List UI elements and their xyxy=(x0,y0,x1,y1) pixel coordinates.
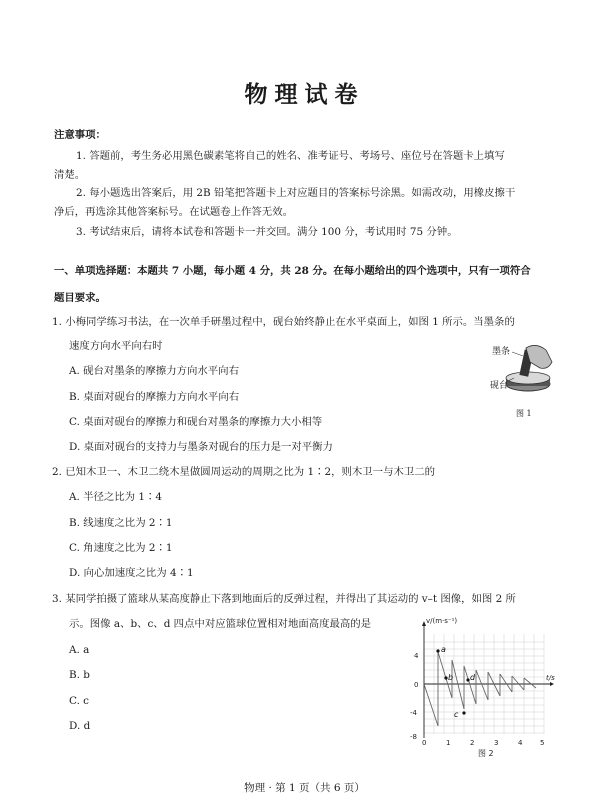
q1-option-b: B. 桌面对砚台的摩擦力方向水平向右 xyxy=(69,391,240,403)
q2-option-b: B. 线速度之比为 2∶1 xyxy=(69,517,173,529)
notice-line: 3. 考试结束后，请将本试卷和答题卡一并交回。满分 100 分，考试用时 75 分钟。 xyxy=(76,226,458,238)
figure-2-xlabel: t/s xyxy=(546,674,555,682)
figure-2-point-a: a xyxy=(441,645,446,654)
figure-2-xtick: 4 xyxy=(518,739,523,747)
q2-stem: 2. 已知木卫一、木卫二绕木星做圆周运动的周期之比为 1∶2，则木卫一与木卫二的 xyxy=(52,466,436,478)
q2-option-a: A. 半径之比为 1∶4 xyxy=(69,491,162,503)
notice-line: 净后，再选涂其他答案标号。在试题卷上作答无效。 xyxy=(54,206,293,218)
q3-stem: 3. 某同学拍摄了篮球从某高度静止下落到地面后的反弹过程，并得出了其运动的 v–t 图像，如图 2 所 xyxy=(52,593,516,605)
notice-line: 2. 每小题选出答案后，用 2B 铅笔把答题卡上对应题目的答案标号涂黑。如需改动，用橡皮擦干 xyxy=(76,187,516,199)
q3-option-c: C. c xyxy=(69,695,90,707)
figure-2-point-c: c xyxy=(454,710,459,719)
notice-line: 1. 答题前，考生务必用黑色碳素笔将自己的姓名、准考证号、考场号、座位号在答题卡上填写 xyxy=(76,150,505,162)
q1-option-c: C. 桌面对砚台的摩擦力和砚台对墨条的摩擦力大小相等 xyxy=(69,416,323,428)
figure-2 xyxy=(410,614,558,760)
figure-1 xyxy=(492,338,558,422)
q1-option-a: A. 砚台对墨条的摩擦力方向水平向右 xyxy=(69,365,239,377)
figure-1-label-yantai: 砚台 xyxy=(490,381,509,391)
figure-2-ytick: -8 xyxy=(410,733,417,741)
q3-option-a: A. a xyxy=(69,644,90,656)
q2-option-d: D. 向心加速度之比为 4∶1 xyxy=(69,567,194,579)
figure-1-caption: 图 1 xyxy=(516,409,532,418)
figure-2-ytick: -4 xyxy=(410,709,417,717)
q1-stem-cont: 速度方向水平向右时 xyxy=(69,340,163,352)
figure-2-ytick: 4 xyxy=(414,652,419,660)
page-title: 物理试卷 xyxy=(244,81,365,108)
figure-2-caption: 图 2 xyxy=(478,749,494,758)
section-heading-cont: 题目要求。 xyxy=(54,292,106,304)
figure-2-point-b: b xyxy=(448,673,454,682)
q1-option-d: D. 桌面对砚台的支持力与墨条对砚台的压力是一对平衡力 xyxy=(69,441,333,453)
figure-2-ylabel: v/(m·s⁻¹) xyxy=(426,617,458,625)
q1-stem: 1. 小梅同学练习书法，在一次单手研墨过程中，砚台始终静止在水平桌面上，如图 1 所示。当墨条的 xyxy=(52,316,515,328)
figure-2-xtick: 3 xyxy=(494,739,499,747)
figure-2-point-d: d xyxy=(470,673,476,682)
figure-2-xtick: 1 xyxy=(446,739,451,747)
figure-2-xtick: 2 xyxy=(470,739,475,747)
notice-heading: 注意事项： xyxy=(54,129,106,141)
figure-1-label-moti: 墨条 xyxy=(492,347,511,357)
q2-option-c: C. 角速度之比为 2∶1 xyxy=(69,542,173,554)
q3-option-b: B. b xyxy=(69,669,90,681)
q3-option-d: D. d xyxy=(69,720,91,732)
figure-2-ytick: 0 xyxy=(414,681,419,689)
figure-2-xtick: 5 xyxy=(540,739,545,747)
section-heading: 一、单项选择题：本题共 7 小题，每小题 4 分，共 28 分。在每小题给出的四个选项中，只有一项符合 xyxy=(54,265,531,277)
figure-2-xtick: 0 xyxy=(422,739,427,747)
q3-stem-cont: 示。图像 a、b、c、d 四点中对应篮球位置相对地面高度最高的是 xyxy=(69,618,372,630)
notice-line: 清楚。 xyxy=(54,169,86,181)
page-footer: 物理 · 第 1 页（共 6 页） xyxy=(244,782,365,794)
